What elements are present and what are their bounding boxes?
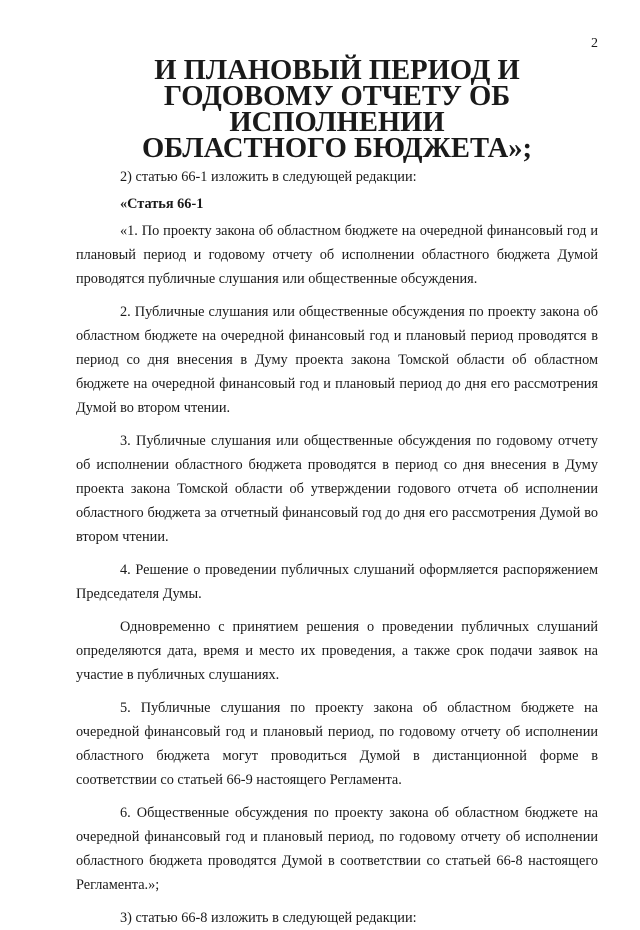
article-paragraph-2: 2. Публичные слушания или общественные обсуждения по проекту закона об областном бюджете на очередной финансовый год и плановый период проводятся в период со дня внесения в Думу проекта закона Томской области об областном бюджете на очередной финансовый год и плановый период до дня его рассмотрения Думой во втором чтении. bbox=[76, 304, 598, 416]
article-paragraph-4: 4. Решение о проведении публичных слушаний оформляется распоряжением Председателя Думы. bbox=[76, 562, 598, 602]
article-paragraph-6: 6. Общественные обсуждения по проекту закона об областном бюджете на очередной финансовый год и плановый период, по годовому отчету об исполнении областного бюджета проводятся Думой в соответствии со статьей 66-8 настоящего Регламента.»; bbox=[76, 805, 598, 893]
article-paragraph-3: 3. Публичные слушания или общественные обсуждения по годовому отчету об исполнении областного бюджета проводятся в период со дня внесения в Думу проекта закона Томской области об утверждении годового отчета об исполнении областного бюджета за отчетный финансовый год до дня его рассмотрения Думой во втором чтении. bbox=[76, 433, 598, 545]
article-paragraph-1: «1. По проекту закона об областном бюджете на очередной финансовый год и плановый период и годовому отчету об исполнении областного бюджета Думой проводятся публичные слушания или общественные обсуждения. bbox=[76, 223, 598, 287]
article-paragraph-4-continuation: Одновременно с принятием решения о проведении публичных слушаний определяются дата, время и место их проведения, а также срок подачи заявок на участие в публичных слушаниях. bbox=[76, 619, 598, 683]
amendment-item-2: 2) статью 66-1 изложить в следующей редакции: bbox=[120, 169, 417, 185]
article-heading: «Статья 66-1 bbox=[120, 196, 204, 212]
page-number: 2 bbox=[591, 36, 598, 51]
section-title-line-1: И ПЛАНОВЫЙ ПЕРИОД И ГОДОВОМУ ОТЧЕТУ ОБ ИСПОЛНЕНИИ bbox=[154, 55, 520, 138]
section-title-line-2: ОБЛАСТНОГО БЮДЖЕТА»; bbox=[141, 133, 533, 164]
article-paragraph-5: 5. Публичные слушания по проекту закона об областном бюджете на очередной финансовый год и плановый период, по годовому отчету об исполнении областного бюджета могут проводиться Думой в дистанционной форме в соответствии со статьей 66-9 настоящего Регламента. bbox=[76, 700, 598, 788]
document-body bbox=[76, 55, 598, 930]
section-title bbox=[76, 55, 598, 164]
amendment-item-3: 3) статью 66-8 изложить в следующей редакции: bbox=[120, 910, 417, 926]
